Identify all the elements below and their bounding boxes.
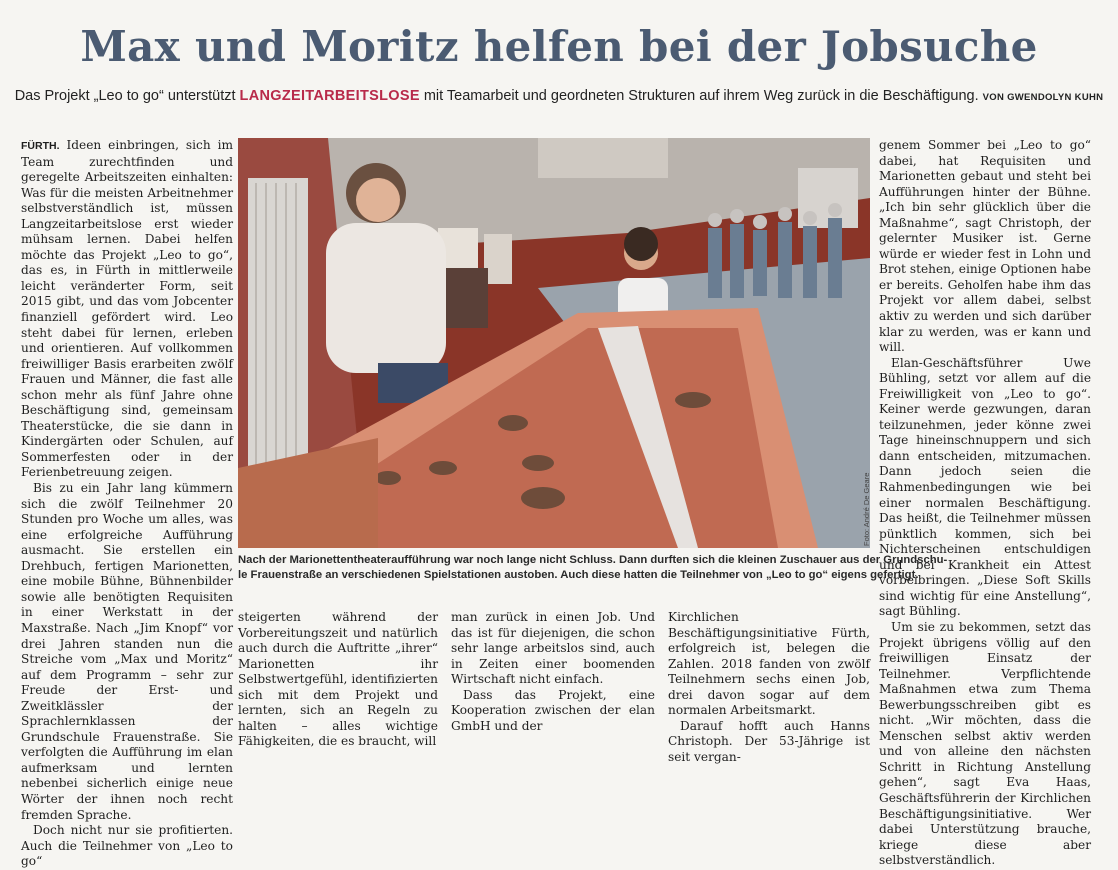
paragraph: Bis zu ein Jahr lang kümmern sich die zwölf Teilnehmer 20 Stunden pro Woche um alles, was eine erfolgreiche Aufführung ausmacht. Sie erstellen ein Drehbuch, fertigen Marionetten, eine mobile Bühne, Bühnenbilder sowie alle benötigten Requisiten in einer Werkstatt in der Maxstraße. Nach „Jim Knopf“ vor drei Jahren standen nun die Streiche vom „Max und Moritz“ auf dem Programm – sehr zur Freude der Erst- und Zweitklässler der Sprachlernklassen der Grundschule Frauenstraße. Sie verfolgten die Aufführung im elan aufmerksam und lernten nebenbei sicherlich einige neue Wörter der ihnen noch recht fremden Sprache. <box>21 481 233 822</box>
article-column-right <box>879 138 1091 869</box>
paragraph <box>21 138 233 481</box>
paragraph: Doch nicht nur sie profitierten. Auch die Teilnehmer von „Leo to go“ <box>21 823 233 869</box>
subheadline <box>0 88 1118 104</box>
paragraph: Darauf hofft auch Hanns Christoph. Der 53-Jährige ist seit vergan- <box>668 718 870 764</box>
photo-credit: Foto: André De Geare <box>862 472 871 546</box>
paragraph-text: Ideen einbringen, sich im Team zurechtfinden und geregelte Arbeitszeiten einhalten: Was für die meisten Arbeitnehmer selbstverständlich ist, müssen Langzeitarbeitslose erst wieder mühsam lernen. Dabei helfen möchte das Projekt „Leo to go“, das es, in Fürth in mittlerweile leicht veränderter Form, seit 2015 gibt, und das vom Jobcenter finanziell gefördert wird. Leo steht dabei für lernen, erleben und orientieren. Auf vollkommen freiwilliger Basis erarbeiten zwölf Frauen und Männer, die fast alle schon mehr als fünf Jahre ohne Beschäftigung sind, gemeinsam Theaterstücke, die sie dann in Kindergärten oder Schulen, auf Sommerfesten oder in der Ferienbetreuung zeigen. <box>21 138 233 480</box>
headline: Max und Moritz helfen bei der Jobsuche <box>80 22 1038 71</box>
article-column-bottom-1 <box>238 610 438 750</box>
subhead-text-post: mit Teamarbeit und geordneten Strukturen auf ihrem Weg zurück in die Beschäftigung. <box>419 88 983 104</box>
photo-illustration <box>238 138 870 548</box>
paragraph: Dass das Projekt, eine Kooperation zwischen der elan GmbH und der <box>451 687 655 733</box>
article-column-bottom-3 <box>668 610 870 765</box>
paragraph: genem Sommer bei „Leo to go“ dabei, hat Requisiten und Marionetten gebaut und steht bei Aufführungen hinter der Bühne. „Ich bin sehr glücklich über die Maßnahme“, sagt Christoph, der gelernter Musiker ist. Gerne würde er wieder fest in Lohn und Brot stehen, einige Optionen habe er bereits. Geholfen habe ihm das Projekt vor allem dabei, selbst aktiv zu werden und sich darüber klar zu werden, was er kann und will. <box>879 138 1091 355</box>
subhead-text-pre: Das Projekt „Leo to go“ unterstützt <box>14 88 240 104</box>
article-photo <box>238 138 870 548</box>
byline: VON GWENDOLYN KUHN <box>982 92 1104 103</box>
paragraph: man zurück in einen Job. Und das ist für diejenigen, die schon sehr lange arbeitslos sind, auch in Zeiten einer boomenden Wirtschaft nicht einfach. <box>451 610 655 687</box>
paragraph: Elan-Geschäftsführer Uwe Bühling, setzt vor allem auf die Freiwilligkeit von „Leo to go“. Keiner werde gezwungen, daran teilzunehmen, jeder könne zwei Tage hineinschnuppern und sich dann entscheiden, mitzumachen. Dann jedoch seien die Rahmenbedingungen wie bei einer normalen Beschäftigung. Das heißt, die Teilnehmer müssen pünktlich kommen, sich bei Nichterscheinen entschuldigen und bei Krankheit ein Attest vorbeibringen. „Diese Soft Skills sind wichtig für eine Anstellung“, sagt Bühling. <box>879 355 1091 619</box>
article-column-left <box>21 138 233 870</box>
article-column-bottom-2 <box>451 610 655 734</box>
caption-line: le Frauenstraße an verschiedenen Spielstationen austoben. Auch diese hatten die Teilnehmer von „Leo to go“ eigens gefertigt. <box>238 569 919 581</box>
photo-caption <box>238 553 948 583</box>
paragraph: steigerten während der Vorbereitungszeit und natürlich auch durch die Auftritte „ihrer“ Marionetten ihr Selbstwertgefühl, identifizierten sich mit dem Projekt und lernten, sich an Regeln zu halten – alles wichtige Fähigkeiten, die es braucht, will <box>238 610 438 749</box>
dateline: FÜRTH. <box>21 140 60 152</box>
caption-line: Nach der Marionettentheateraufführung war noch lange nicht Schluss. Dann durften sich die kleinen Zuschauer aus der Grundschu- <box>238 554 948 566</box>
paragraph: Um sie zu bekommen, setzt das Projekt übrigens völlig auf den freiwilligen Einsatz der Teilnehmer. Verpflichtende Maßnahmen etwa zum Thema Bewerbungsschreiben gibt es nicht. „Wir möchten, dass die Menschen selbst aktiv werden und von alleine den nächsten Schritt in Richtung Anstellung gehen“, sagt Eva Haas, Geschäftsführerin der Kirchlichen Beschäftigungsinitiative. Wer dabei Unterstützung brauche, kriege diese aber selbstverständlich. <box>879 619 1091 868</box>
subhead-highlight: LANGZEITARBEITSLOSE <box>239 88 420 104</box>
paragraph: Kirchlichen Beschäftigungsinitiative Fürth, erfolgreich ist, belegen die Zahlen. 2018 fanden von zwölf Teilnehmern sechs einen Job, drei davon sogar auf dem normalen Arbeitsmarkt. <box>668 610 870 718</box>
